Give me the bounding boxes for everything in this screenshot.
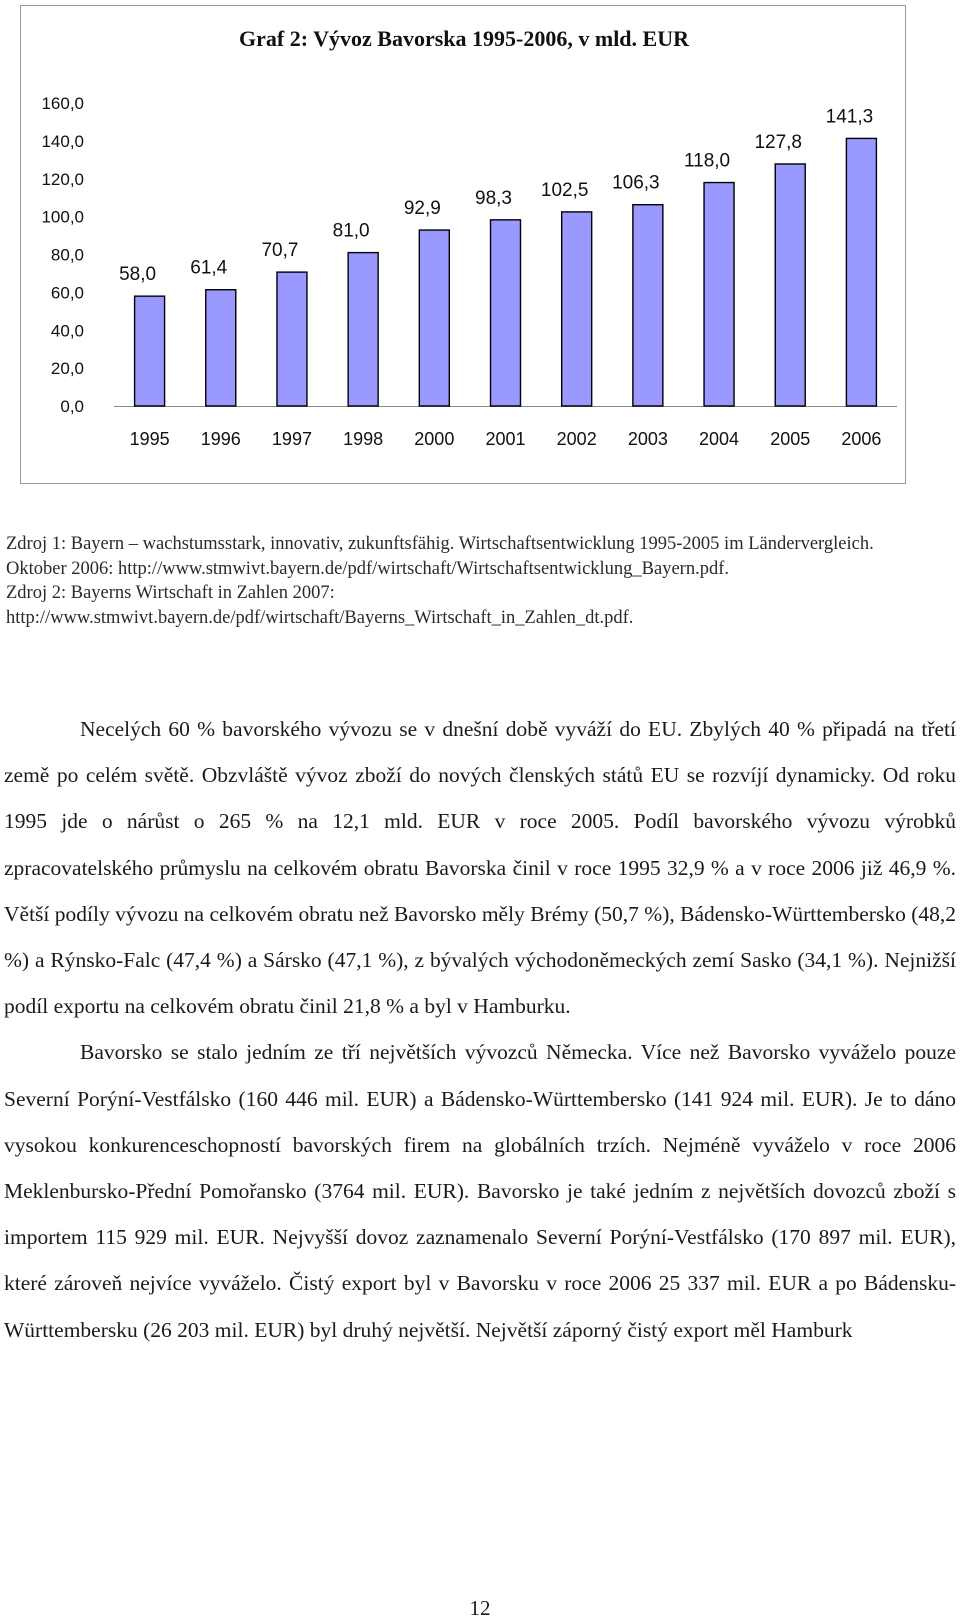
bar	[277, 272, 307, 406]
paragraph-1: Necelých 60 % bavorského vývozu se v dnešní době vyváží do EU. Zbylých 40 % připadá na třetí země po celém světě. Obzvláště vývoz zboží do nových členských států EU se rozvíjí dynamicky. Od roku 1995 jde o nárůst o 265 % na 12,1 mld. EUR v roce 2005. Podíl bavorského vývozu výrobků zpracovatelského průmyslu na celkovém obratu Bavorska činil v roce 1995 32,9 % a v roce 2006 již 46,9 %. Větší podíly vývozu na celkovém obratu než Bavorsko měly Brémy (50,7 %), Bádensko-Württembersko (48,2 %) a Rýnsko-Falc (47,4 %) a Sársko (47,1 %), z bývalých východoněmeckých zemí Sasko (34,1 %). Nejnižší podíl exportu na celkovém obratu činil 21,8 % a byl v Hamburku.	[4, 717, 956, 1019]
y-tick-label: 140,0	[41, 131, 84, 151]
bar	[775, 164, 805, 406]
bar	[135, 296, 165, 406]
y-tick-label: 160,0	[41, 94, 84, 113]
x-tick-label: 2006	[841, 429, 882, 449]
paragraph-2: Bavorsko se stalo jedním ze tří největších vývozců Německa. Více než Bavorsko vyváželo pouze Severní Porýní-Vestfálsko (160 446 mil. EUR) a Bádensko-Württembersko (141 924 mil. EUR). Je to dáno vysokou konkurenceschopností bavorských firem na globálních trzích. Nejméně vyváželo v roce 2006 Meklenbursko-Přední Pomořansko (3764 mil. EUR). Bavorsko je také jedním z největších dovozců zboží s importem 115 929 mil. EUR. Nejvyšší dovoz zaznamenalo Severní Porýní-Vestfálsko (170 897 mil. EUR), které zároveň nejvíce vyváželo. Čistý export byl v Bavorsku v roce 2006 25 337 mil. EUR a po Bádensku-Württembersku (26 203 mil. EUR) byl druhý největší. Největší záporný čistý export měl Hamburk	[4, 1040, 956, 1342]
bar	[206, 290, 236, 406]
x-tick-label: 2000	[414, 429, 455, 449]
x-tick-label: 2004	[699, 429, 740, 449]
x-tick-label: 2005	[770, 429, 811, 449]
data-label: 70,7	[261, 240, 299, 262]
x-tick-label: 1998	[343, 429, 384, 449]
x-tick-label: 1997	[271, 429, 312, 449]
bar	[846, 138, 876, 406]
data-label: 118,0	[683, 150, 731, 172]
bar	[348, 253, 378, 406]
y-tick-label: 40,0	[50, 321, 84, 341]
y-tick-label: 80,0	[50, 245, 84, 265]
data-label: 92,9	[403, 198, 441, 220]
x-tick-label: 2003	[627, 429, 668, 449]
sources-block	[6, 532, 906, 630]
body-text	[4, 706, 956, 1353]
y-tick-label: 120,0	[41, 169, 84, 189]
data-label: 127,8	[754, 131, 803, 153]
bar	[704, 183, 734, 406]
y-tick-label: 20,0	[50, 359, 84, 379]
bar	[562, 212, 592, 406]
y-tick-label: 100,0	[41, 207, 84, 227]
data-label: 106,3	[612, 172, 660, 194]
chart-container	[20, 5, 906, 484]
data-label: 61,4	[190, 257, 228, 279]
data-label: 81,0	[332, 220, 370, 242]
data-label: 102,5	[540, 179, 589, 201]
x-tick-label: 1995	[129, 429, 170, 449]
data-label: 58,0	[119, 264, 157, 286]
bar	[491, 220, 521, 406]
page-number: 12	[469, 1596, 491, 1620]
chart-title: Graf 2: Vývoz Bavorska 1995-2006, v mld. EUR	[239, 26, 689, 51]
data-label: 141,3	[825, 106, 874, 128]
bar	[633, 205, 663, 406]
x-tick-label: 2001	[485, 429, 526, 449]
x-tick-label: 2002	[556, 429, 597, 449]
y-tick-label: 0,0	[60, 397, 84, 416]
y-tick-label: 60,0	[50, 283, 84, 303]
bar	[419, 230, 449, 406]
source-2: Zdroj 2: Bayerns Wirtschaft in Zahlen 2007: http://www.stmwivt.bayern.de/pdf/wirtschaft/Bayerns_Wirtschaft_in_Zahlen_dt.pdf.	[6, 583, 634, 628]
source-1: Zdroj 1: Bayern – wachstumsstark, innovativ, zukunftsfähig. Wirtschaftsentwicklung 1995-2005 im Ländervergleich. Oktober 2006: http://www.stmwivt.bayern.de/pdf/wirtschaft/Wirtschaftsentwicklung_Bayern.pdf.	[6, 534, 874, 579]
data-label: 98,3	[475, 187, 512, 209]
x-tick-label: 1996	[200, 429, 241, 449]
bar-chart	[21, 6, 907, 485]
